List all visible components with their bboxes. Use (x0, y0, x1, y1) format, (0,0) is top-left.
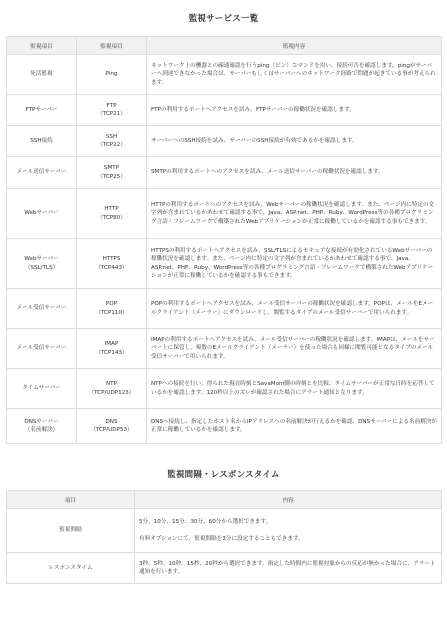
protocol-name: IMAP (104, 341, 119, 348)
services-table (6, 36, 442, 444)
row-description: IMAPの利用するポートへアクセスを試み、メール受信サーバーの稼働状況を確認します。IMAPは、メールをサーバー上に保管し、複数のEメールクライアント（メーラー）を使った場合も同様に閲覧可能となるタイプのメール受信サーバーで用いられます。 (147, 329, 442, 369)
table-row (7, 409, 442, 444)
protocol-name: SSH (105, 133, 118, 140)
row-item: レスポンスタイム (7, 553, 135, 584)
row-description (135, 509, 442, 553)
interval-options: 5分、10分、15分、30分、60分から選択できます。 (139, 519, 272, 526)
row-protocol (77, 369, 147, 409)
interval-table (6, 490, 442, 584)
table-row (7, 239, 442, 289)
row-item: タイムサーバー (7, 369, 77, 409)
table-header-row (7, 491, 442, 509)
protocol-name: DNS (105, 418, 118, 425)
table-row (7, 369, 442, 409)
table-row (7, 329, 442, 369)
row-description: HTTPの利用するポートへのアクセスを試み、Webサーバーの稼働状況を確認します。また、ページ内に特定の文字列が含まれているかあわせて確認する事で、Java、ASP.net、PHP、Ruby、WordPress等の各種プログラミング言語・フレームワークで構築されたWebアプリケーションが正常に稼働しているかを確認する事もできます。 (147, 189, 442, 239)
protocol-name: FTP (106, 102, 117, 109)
table-row (7, 126, 442, 157)
row-item (7, 239, 77, 289)
row-description: NTPへの接続を行い、得られた現在時刻とSavaMoni側の時刻とを比較、タイムサーバーが正常な日時を応答しているかを確認します。120秒以上のズレが確認された場合にアラート通知となります。 (147, 369, 442, 409)
row-protocol (77, 409, 147, 444)
item-name: DNSサーバー (24, 418, 59, 425)
header-description: 監視内容 (147, 37, 442, 55)
section-title-interval: 監視間隔・レスポンスタイム (167, 470, 280, 480)
row-item: メール送信サーバー (7, 157, 77, 189)
protocol-port: （TCP22） (97, 142, 126, 148)
protocol-port: （TCP21） (97, 111, 126, 117)
protocol-name: SMTP (103, 165, 120, 172)
row-description: ネットワーク上の機器との疎通確認を行うping（ピン）コマンドを用い、接続可否を確認します。pingがサーバーへ到達できなかった場合は、サーバーもしくはサーバーへのネットワーク経路で問題が起きている事が考えられます。 (147, 55, 442, 95)
protocol-name: HTTPS (102, 256, 121, 263)
header-item: 項目 (7, 491, 135, 509)
row-description: POPの利用するポートへアクセスを試み、メール受信サーバーの稼働状況を確認します。POPは、メールをEメールクライアント（メーラー）にダウンロードし、閲覧するタイプのメール受信サーバーで用いられます。 (147, 289, 442, 329)
row-item: FTPサーバー (7, 95, 77, 126)
row-description: SMTPの利用するポートへのアクセスを試み、メール送信サーバーの稼働状況を確認します。 (147, 157, 442, 189)
table-row (7, 157, 442, 189)
row-description: HTTPSの利用するポートへアクセスを試み、SSL/TLSによるセキュアな接続が有効化されているWebサーバーの稼働状況を確認します。また、ページ内に特定の文字列が含まれているかあわせて確認する事で、Java、ASP.net、PHP、Ruby、WordPress等の各種プログラミング言語・フレームワークで構築されたWebアプリケーションが正常に稼働しているかを確認する事もできます。 (147, 239, 442, 289)
row-item: 死活監視 (7, 55, 77, 95)
item-sub: （名前解決） (24, 427, 59, 433)
row-protocol (77, 55, 147, 95)
protocol-port: （TCP25） (97, 173, 126, 180)
protocol-port: （TCP110） (95, 309, 128, 316)
item-name: Webサーバー (24, 256, 59, 263)
protocol-port: （TCP/UDP123） (88, 389, 135, 396)
protocol-name: POP (105, 301, 118, 308)
section-title-services: 監視サービス一覧 (188, 14, 259, 24)
row-protocol (77, 189, 147, 239)
protocol-port: （TCP/UDP53） (90, 427, 133, 433)
table-row (7, 189, 442, 239)
table-row (7, 553, 442, 584)
table-row (7, 289, 442, 329)
row-protocol (77, 95, 147, 126)
protocol-port: （TCP143） (95, 349, 128, 356)
row-item: メール受信サーバー (7, 329, 77, 369)
table-row (7, 55, 442, 95)
protocol-name: Ping (105, 71, 118, 78)
header-protocol: 監視項目 (77, 37, 147, 55)
row-description: 3秒、5秒、10秒、15秒、20秒から選択できます。指定した時間内に監視対象からの反応が無かった場合に、アラート通知を行います。 (135, 553, 442, 584)
row-protocol (77, 329, 147, 369)
protocol-name: HTTP (104, 206, 119, 213)
row-protocol (77, 157, 147, 189)
header-item: 監視項目 (7, 37, 77, 55)
table-header-row (7, 37, 442, 55)
header-content: 内容 (135, 491, 442, 509)
row-item (7, 409, 77, 444)
row-item: メール受信サーバー (7, 289, 77, 329)
row-description: DNSへ接続し、指定したホスト名からIPアドレスへの名前解決が行えるかを確認、DNSサーバーによる名前解決が正常に稼働しているかを確認します。 (147, 409, 442, 444)
interval-note: 有料オプションにて、監視間隔を3分に設定することもできます。 (139, 535, 304, 542)
protocol-port: （TCP80） (97, 214, 126, 221)
protocol-name: NTP (106, 381, 117, 388)
row-item: 監視間隔 (7, 509, 135, 553)
protocol-port: （TCP443） (95, 264, 128, 271)
row-item: SSH接続 (7, 126, 77, 157)
table-row (7, 95, 442, 126)
row-item: Webサーバー (7, 189, 77, 239)
table-row (7, 509, 442, 553)
item-sub: （SSL/TLS） (24, 264, 59, 271)
row-protocol (77, 289, 147, 329)
row-protocol (77, 239, 147, 289)
row-description: サーバーへのSSH接続を試み、サーバーのSSH接続が有効であるかを確認します。 (147, 126, 442, 157)
row-description: FTPの利用するポートへアクセスを試み、FTPサーバーの稼働状況を確認します。 (147, 95, 442, 126)
row-protocol (77, 126, 147, 157)
